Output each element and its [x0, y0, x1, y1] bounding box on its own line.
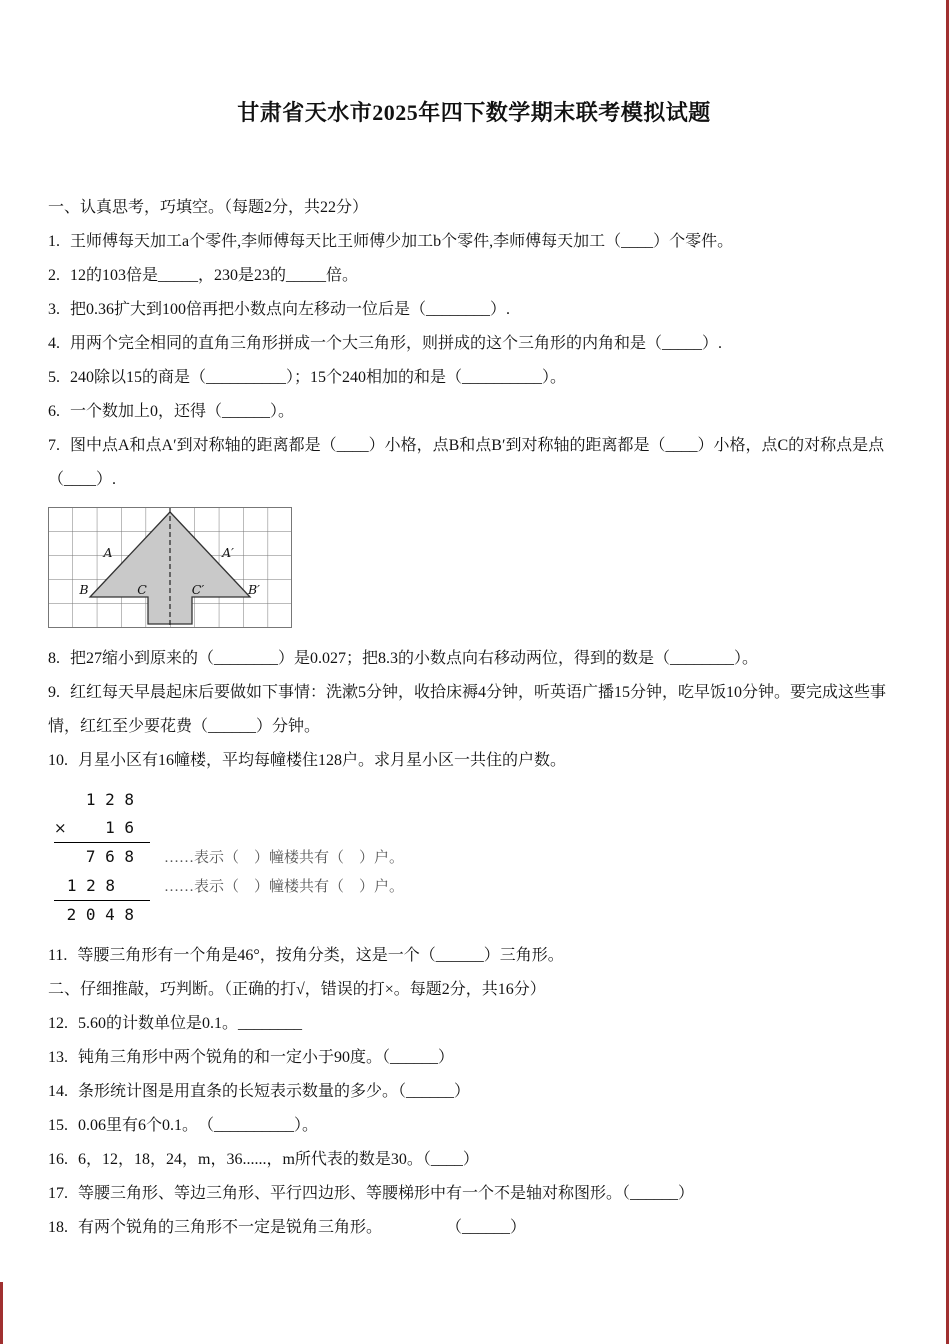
- partial-product-1-note: ……表示（ ）幢楼共有（ ）户。: [164, 850, 405, 866]
- mult-row-partial-2: [54, 872, 900, 901]
- mult-row-product: [54, 901, 900, 929]
- final-product: 2 0 4 8: [66, 905, 134, 924]
- partial-product-2-note: ……表示（ ）幢楼共有（ ）户。: [164, 879, 405, 895]
- point-label-b: B: [79, 582, 89, 597]
- point-label-a-prime: A′: [222, 545, 234, 560]
- section-1-heading: 一、认真思考，巧填空。（每题2分，共22分）: [48, 199, 369, 216]
- question-12: [48, 1007, 900, 1041]
- partial-product-1: 7 6 8: [85, 847, 134, 866]
- point-label-a: A: [103, 545, 113, 560]
- question-2: [48, 259, 900, 293]
- question-14-number: 14.: [48, 1083, 68, 1100]
- question-6-text: 一个数加上0，还得（______）。: [70, 403, 295, 420]
- question-4: [48, 327, 900, 361]
- mult-left-4: [54, 872, 150, 901]
- question-11-number: 11.: [48, 947, 68, 964]
- question-18-number: 18.: [48, 1219, 68, 1236]
- mult-left-3: [54, 843, 150, 871]
- scan-edge-line-right: [946, 0, 949, 1344]
- point-label-c: C: [137, 582, 147, 597]
- mult-left-2: [54, 814, 150, 843]
- point-label-b-prime: B′: [247, 582, 261, 597]
- question-18-text: 有两个锐角的三角形不一定是锐角三角形。 （______）: [78, 1219, 527, 1236]
- question-2-text: 12的103倍是_____，230是23的_____倍。: [70, 267, 359, 284]
- partial-product-2: 1 2 8: [66, 876, 115, 895]
- question-17-number: 17.: [48, 1185, 68, 1202]
- question-13-text: 钝角三角形中两个锐角的和一定小于90度。（______）: [78, 1049, 455, 1066]
- question-6-number: 6.: [48, 403, 60, 420]
- question-15: [48, 1109, 900, 1143]
- question-14-text: 条形统计图是用直条的长短表示数量的多少。（______）: [78, 1083, 471, 1100]
- question-6: [48, 395, 900, 429]
- question-11: [48, 939, 900, 973]
- question-17-text: 等腰三角形、等边三角形、平行四边形、等腰梯形中有一个不是轴对称图形。（______）: [78, 1185, 695, 1202]
- question-8-number: 8.: [48, 650, 60, 667]
- multiplicand: 1 2 8: [85, 790, 134, 809]
- question-7: [48, 429, 900, 497]
- question-15-number: 15.: [48, 1117, 68, 1134]
- question-7-number: 7.: [48, 437, 60, 454]
- question-1-text: 王师傅每天加工a个零件,李师傅每天比王师傅少加工b个零件,李师傅每天加工（____）个零件。: [70, 233, 734, 250]
- mult-left-1: [54, 786, 150, 814]
- question-2-number: 2.: [48, 267, 60, 284]
- question-1: [48, 225, 900, 259]
- question-12-text: 5.60的计数单位是0.1。________: [78, 1015, 303, 1032]
- mult-row-partial-1: [54, 843, 900, 872]
- page-title: 甘肃省天水市2025年四下数学期末联考模拟试题: [237, 100, 711, 125]
- question-9: [48, 676, 900, 744]
- question-10: [48, 744, 900, 778]
- mult-left-5: [54, 901, 150, 929]
- question-4-number: 4.: [48, 335, 60, 352]
- question-18: [48, 1211, 900, 1245]
- question-8: [48, 642, 900, 676]
- mult-row-multiplicand: [54, 786, 900, 814]
- question-12-number: 12.: [48, 1015, 68, 1032]
- question-4-text: 用两个完全相同的直角三角形拼成一个大三角形，则拼成的这个三角形的内角和是（_____）.: [70, 335, 723, 352]
- question-16-text: 6，12，18，24，m，36......，m所代表的数是30。（____）: [78, 1151, 479, 1168]
- symmetry-figure: [48, 507, 900, 628]
- question-3-text: 把0.36扩大到100倍再把小数点向左移动一位后是（________）.: [70, 301, 511, 318]
- question-3: [48, 293, 900, 327]
- question-5: [48, 361, 900, 395]
- question-8-text: 把27缩小到原来的（________）是0.027；把8.3的小数点向右移动两位，得到的数是（________）。: [70, 650, 759, 667]
- question-9-number: 9.: [48, 684, 60, 701]
- multiplication-work: [54, 786, 900, 929]
- mult-row-multiplier: [54, 814, 900, 843]
- multiplier: 1 6: [105, 818, 134, 837]
- question-14: [48, 1075, 900, 1109]
- question-10-number: 10.: [48, 752, 68, 769]
- question-5-number: 5.: [48, 369, 60, 386]
- question-9-text: 红红每天早晨起床后要做如下事情：洗漱5分钟，收拾床褥4分钟，听英语广播15分钟，吃早饭10分钟。要完成这些事情，红红至少要花费（______）分钟。: [48, 684, 887, 735]
- grid-arrow-svg: [48, 507, 292, 628]
- question-16: [48, 1143, 900, 1177]
- question-13-number: 13.: [48, 1049, 68, 1066]
- scan-edge-line-bottom-left: [0, 1282, 3, 1344]
- question-16-number: 16.: [48, 1151, 68, 1168]
- question-15-text: 0.06里有6个0.1。 （__________）。: [78, 1117, 319, 1134]
- question-1-number: 1.: [48, 233, 60, 250]
- question-10-text: 月星小区有16幢楼，平均每幢楼住128户。求月星小区一共住的户数。: [78, 752, 567, 769]
- question-5-text: 240除以15的商是（__________）；15个240相加的和是（__________）。: [70, 369, 567, 386]
- times-sign: ×: [54, 819, 67, 837]
- question-3-number: 3.: [48, 301, 60, 318]
- question-7-text: 图中点A和点A′到对称轴的距离都是（____）小格，点B和点B′到对称轴的距离都是（____）小格，点C的对称点是点（____）.: [48, 437, 885, 488]
- question-11-text: 等腰三角形有一个角是46°，按角分类，这是一个（______）三角形。: [77, 947, 564, 964]
- point-label-c-prime: C′: [191, 582, 205, 597]
- question-13: [48, 1041, 900, 1075]
- question-17: [48, 1177, 900, 1211]
- section-2-heading: 二、仔细推敲，巧判断。（正确的打√，错误的打×。每题2分，共16分）: [48, 981, 546, 998]
